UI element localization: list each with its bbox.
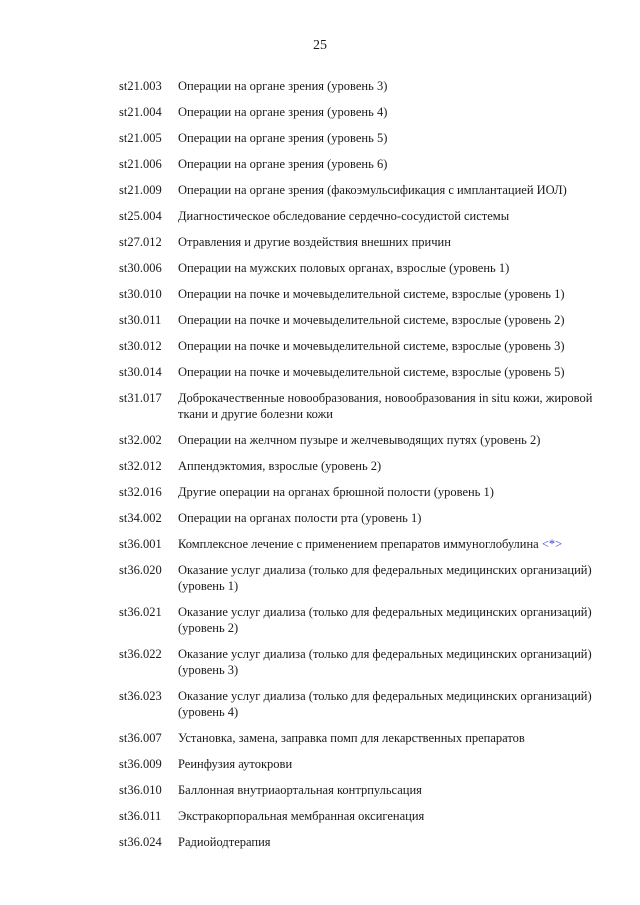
- list-item: [119, 646, 599, 678]
- item-description: [178, 688, 599, 720]
- item-code: st32.002: [119, 433, 162, 447]
- item-code: st30.012: [119, 339, 162, 353]
- item-text: Операции на желчном пузыре и желчевыводящих путях (уровень 2): [178, 433, 541, 447]
- item-text: Оказание услуг диализа (только для федеральных медицинских организаций) (уровень 4): [178, 689, 592, 719]
- item-description: [178, 484, 599, 500]
- list-item: [119, 432, 599, 448]
- item-text: Оказание услуг диализа (только для федеральных медицинских организаций) (уровень 2): [178, 605, 592, 635]
- item-text: Операции на органе зрения (факоэмульсификация с имплантацией ИОЛ): [178, 183, 567, 197]
- item-text: Комплексное лечение с применением препаратов иммуноглобулина: [178, 537, 539, 551]
- list-item: [119, 260, 599, 276]
- item-text: Операции на органе зрения (уровень 3): [178, 79, 388, 93]
- item-text: Реинфузия аутокрови: [178, 757, 293, 771]
- item-description: [178, 182, 599, 198]
- list-item: [119, 756, 599, 772]
- item-text: Установка, замена, заправка помп для лекарственных препаратов: [178, 731, 525, 745]
- page-number: 25: [313, 38, 327, 53]
- item-description: [178, 130, 599, 146]
- item-text: Операции на органах полости рта (уровень 1): [178, 511, 422, 525]
- item-description: [178, 646, 599, 678]
- list-item: [119, 604, 599, 636]
- item-code: st36.011: [119, 809, 162, 823]
- list-item: [119, 286, 599, 302]
- item-code: st21.009: [119, 183, 162, 197]
- item-description: [178, 604, 599, 636]
- list-item: [119, 782, 599, 798]
- item-code: st32.012: [119, 459, 162, 473]
- item-description: [178, 390, 599, 422]
- list-item: [119, 104, 599, 120]
- item-code: st34.002: [119, 511, 162, 525]
- item-text: Операции на почке и мочевыделительной системе, взрослые (уровень 2): [178, 313, 565, 327]
- list-item: [119, 234, 599, 250]
- item-code: st30.011: [119, 313, 162, 327]
- list-item: [119, 688, 599, 720]
- item-text: Операции на органе зрения (уровень 4): [178, 105, 388, 119]
- list-item: [119, 730, 599, 746]
- item-description: [178, 536, 599, 552]
- item-text: Отравления и другие воздействия внешних причин: [178, 235, 451, 249]
- item-code: st36.010: [119, 783, 162, 797]
- item-description: [178, 756, 599, 772]
- item-code: st30.014: [119, 365, 162, 379]
- item-code: st36.022: [119, 647, 162, 661]
- list-item: [119, 338, 599, 354]
- item-code: st32.016: [119, 485, 162, 499]
- item-description: [178, 78, 599, 94]
- list-item: [119, 390, 599, 422]
- item-code: st31.017: [119, 391, 162, 405]
- list-item: [119, 562, 599, 594]
- item-code: st36.020: [119, 563, 162, 577]
- item-description: [178, 730, 599, 746]
- item-description: [178, 312, 599, 328]
- item-code: st25.004: [119, 209, 162, 223]
- item-text: Оказание услуг диализа (только для федеральных медицинских организаций) (уровень 3): [178, 647, 592, 677]
- item-code: st36.023: [119, 689, 162, 703]
- item-code: st21.005: [119, 131, 162, 145]
- item-description: [178, 286, 599, 302]
- item-description: [178, 510, 599, 526]
- item-code: st21.004: [119, 105, 162, 119]
- list-item: [119, 834, 599, 850]
- item-text: Операции на почке и мочевыделительной системе, взрослые (уровень 1): [178, 287, 565, 301]
- item-code: st21.003: [119, 79, 162, 93]
- item-description: [178, 260, 599, 276]
- item-description: [178, 432, 599, 448]
- item-code: st36.001: [119, 537, 162, 551]
- item-code: st30.006: [119, 261, 162, 275]
- list-item: [119, 510, 599, 526]
- item-description: [178, 782, 599, 798]
- list-item: [119, 364, 599, 380]
- item-description: [178, 104, 599, 120]
- item-text: Диагностическое обследование сердечно-сосудистой системы: [178, 209, 510, 223]
- item-text: Операции на органе зрения (уровень 5): [178, 131, 388, 145]
- item-description: [178, 458, 599, 474]
- list-item: [119, 536, 599, 552]
- item-text: Операции на почке и мочевыделительной системе, взрослые (уровень 5): [178, 365, 565, 379]
- item-text: Баллонная внутриаортальная контрпульсация: [178, 783, 422, 797]
- item-code: st36.009: [119, 757, 162, 771]
- item-code: st30.010: [119, 287, 162, 301]
- list-item: [119, 312, 599, 328]
- item-description: [178, 208, 599, 224]
- item-code: st27.012: [119, 235, 162, 249]
- code-list: [119, 78, 599, 860]
- item-text: Радиойодтерапия: [178, 835, 271, 849]
- list-item: [119, 78, 599, 94]
- item-description: [178, 834, 599, 850]
- list-item: [119, 208, 599, 224]
- item-code: st36.021: [119, 605, 162, 619]
- item-description: [178, 234, 599, 250]
- list-item: [119, 458, 599, 474]
- item-text: Доброкачественные новообразования, новообразования in situ кожи, жировой ткани и другие болезни кожи: [178, 391, 593, 421]
- item-text: Другие операции на органах брюшной полости (уровень 1): [178, 485, 494, 499]
- item-code: st36.007: [119, 731, 162, 745]
- item-code: st36.024: [119, 835, 162, 849]
- item-description: [178, 808, 599, 824]
- item-text: Оказание услуг диализа (только для федеральных медицинских организаций) (уровень 1): [178, 563, 592, 593]
- item-description: [178, 364, 599, 380]
- item-text: Операции на почке и мочевыделительной системе, взрослые (уровень 3): [178, 339, 565, 353]
- footnote-link[interactable]: <*>: [541, 537, 563, 551]
- item-text: Операции на мужских половых органах, взрослые (уровень 1): [178, 261, 510, 275]
- list-item: [119, 182, 599, 198]
- item-text: Экстракорпоральная мембранная оксигенация: [178, 809, 425, 823]
- item-code: st21.006: [119, 157, 162, 171]
- item-text: Аппендэктомия, взрослые (уровень 2): [178, 459, 382, 473]
- item-text: Операции на органе зрения (уровень 6): [178, 157, 388, 171]
- item-description: [178, 156, 599, 172]
- list-item: [119, 808, 599, 824]
- item-description: [178, 562, 599, 594]
- list-item: [119, 484, 599, 500]
- item-description: [178, 338, 599, 354]
- list-item: [119, 156, 599, 172]
- list-item: [119, 130, 599, 146]
